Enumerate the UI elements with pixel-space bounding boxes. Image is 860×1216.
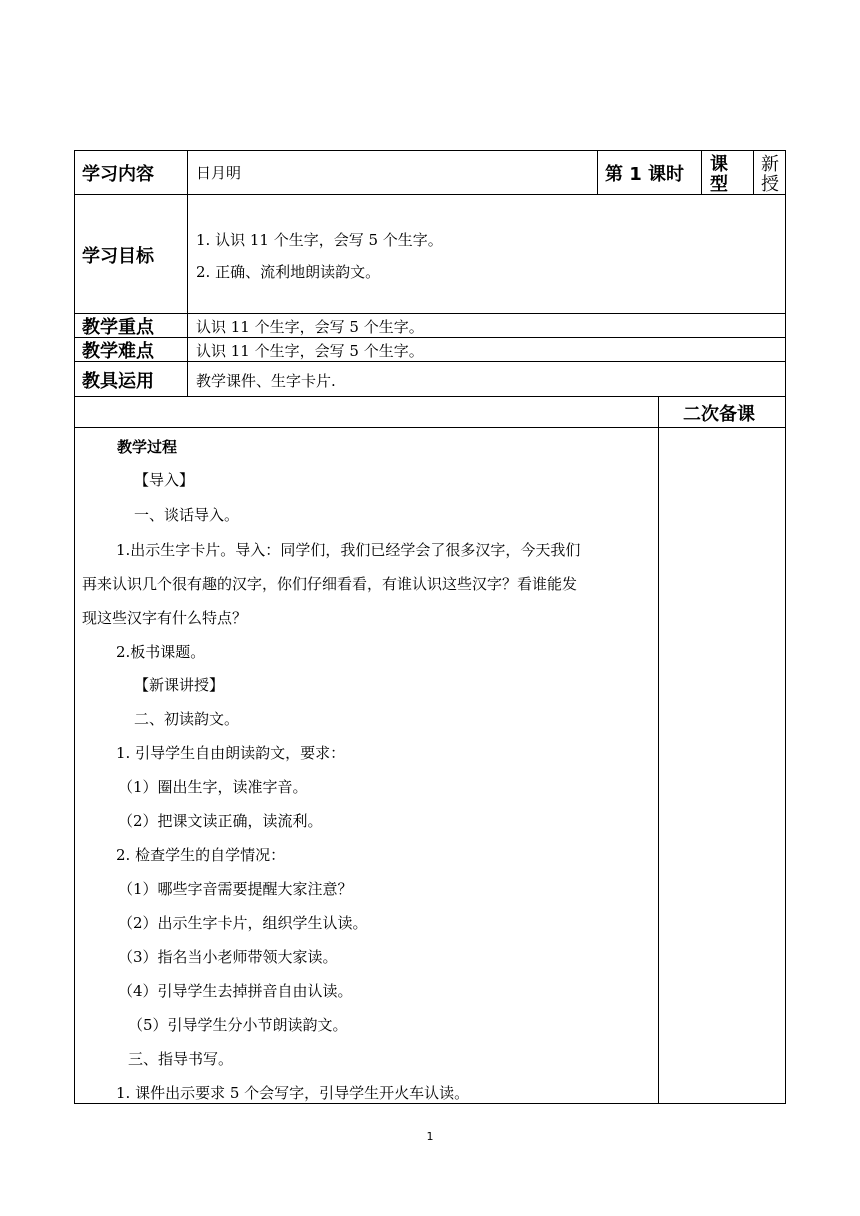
type-label-line2: 型	[710, 174, 728, 195]
process-title: 教学过程	[117, 438, 178, 456]
process-line: 二、初读韵文。	[134, 710, 240, 728]
type-value-line2: 授	[761, 174, 779, 195]
content-value: 日月明	[196, 164, 242, 182]
process-line: （5）引导学生分小节朗读韵文。	[128, 1016, 348, 1034]
objectives-label: 学习目标	[82, 246, 154, 267]
period-label: 第 1 课时	[605, 164, 685, 185]
key-points-label: 教学重点	[82, 317, 154, 338]
process-line: （1）圈出生字，读准字音。	[118, 778, 308, 796]
secondary-prep-label: 二次备课	[683, 404, 755, 425]
difficulties-label: 教学难点	[82, 341, 154, 362]
process-line: 2. 检查学生的自学情况：	[116, 846, 286, 864]
key-points-value: 认识 11 个生字，会写 5 个生字。	[196, 318, 424, 336]
objective-item: 2. 正确、流利地朗读韵文。	[196, 263, 381, 281]
objective-item: 1. 认识 11 个生字，会写 5 个生字。	[196, 231, 443, 249]
process-line: （2）把课文读正确，读流利。	[118, 812, 323, 830]
process-line: （3）指名当小老师带领大家读。	[118, 948, 338, 966]
process-line: 【新课讲授】	[134, 676, 225, 694]
tools-label: 教具运用	[82, 371, 154, 392]
process-line: 【导入】	[134, 471, 195, 489]
process-line: （2）出示生字卡片，组织学生认读。	[118, 914, 368, 932]
process-line: 2.板书课题。	[116, 643, 206, 661]
process-line: 现这些汉字有什么特点？	[82, 609, 248, 627]
process-line: 1. 课件出示要求 5 个会写字，引导学生开火车认读。	[116, 1084, 470, 1102]
process-line: 再来认识几个很有趣的汉字，你们仔细看看，有谁认识这些汉字？看谁能发	[82, 575, 578, 593]
process-line: 三、指导书写。	[128, 1050, 234, 1068]
content-label: 学习内容	[82, 164, 154, 185]
process-line: （1）哪些字音需要提醒大家注意？	[118, 880, 353, 898]
process-line: 一、谈话导入。	[134, 506, 240, 524]
type-value-line1: 新	[761, 154, 779, 175]
page-number: 1	[426, 1130, 434, 1143]
process-line: （4）引导学生去掉拼音自由认读。	[118, 982, 353, 1000]
type-label-line1: 课	[710, 154, 728, 175]
tools-value: 教学课件、生字卡片.	[196, 372, 336, 390]
difficulties-value: 认识 11 个生字，会写 5 个生字。	[196, 342, 424, 360]
process-line: 1. 引导学生自由朗读韵文，要求：	[116, 744, 346, 762]
process-line: 1.出示生字卡片。导入：同学们，我们已经学会了很多汉字，今天我们	[116, 541, 581, 559]
